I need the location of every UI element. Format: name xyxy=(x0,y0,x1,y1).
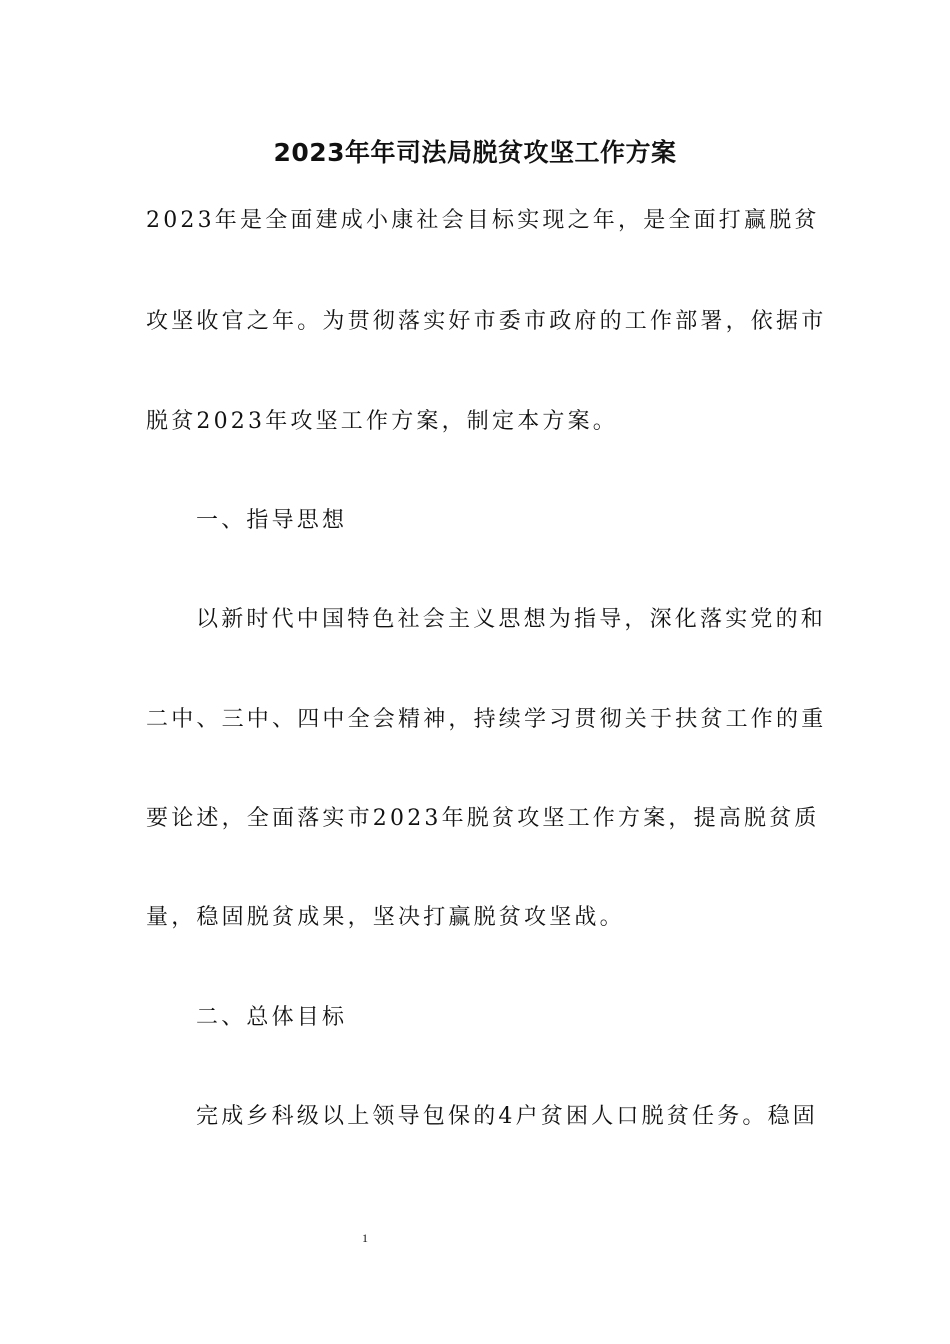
page-number: 1 xyxy=(362,1231,368,1245)
paragraph-line-5: 二中、三中、四中全会精神，持续学习贯彻关于扶贫工作的重 xyxy=(146,707,827,732)
paragraph-line-1: 2023年是全面建成小康社会目标实现之年，是全面打赢脱贫 xyxy=(146,208,820,233)
paragraph-line-4: 以新时代中国特色社会主义思想为指导，深化落实党的和 xyxy=(196,607,827,632)
paragraph-line-6: 要论述，全面落实市2023年脱贫攻坚工作方案，提高脱贫质 xyxy=(146,806,820,831)
paragraph-line-7: 量，稳固脱贫成果，坚决打赢脱贫攻坚战。 xyxy=(146,905,625,930)
document-title: 2023年年司法局脱贫攻坚工作方案 xyxy=(273,138,677,167)
paragraph-line-8: 完成乡科级以上领导包保的4户贫困人口脱贫任务。稳固 xyxy=(196,1104,818,1129)
section-heading-guiding-thought: 一、指导思想 xyxy=(196,508,348,533)
paragraph-line-2: 攻坚收官之年。为贯彻落实好市委市政府的工作部署，依据市 xyxy=(146,309,827,334)
paragraph-line-3: 脱贫2023年攻坚工作方案，制定本方案。 xyxy=(146,409,618,434)
section-heading-overall-goal: 二、总体目标 xyxy=(196,1005,348,1030)
